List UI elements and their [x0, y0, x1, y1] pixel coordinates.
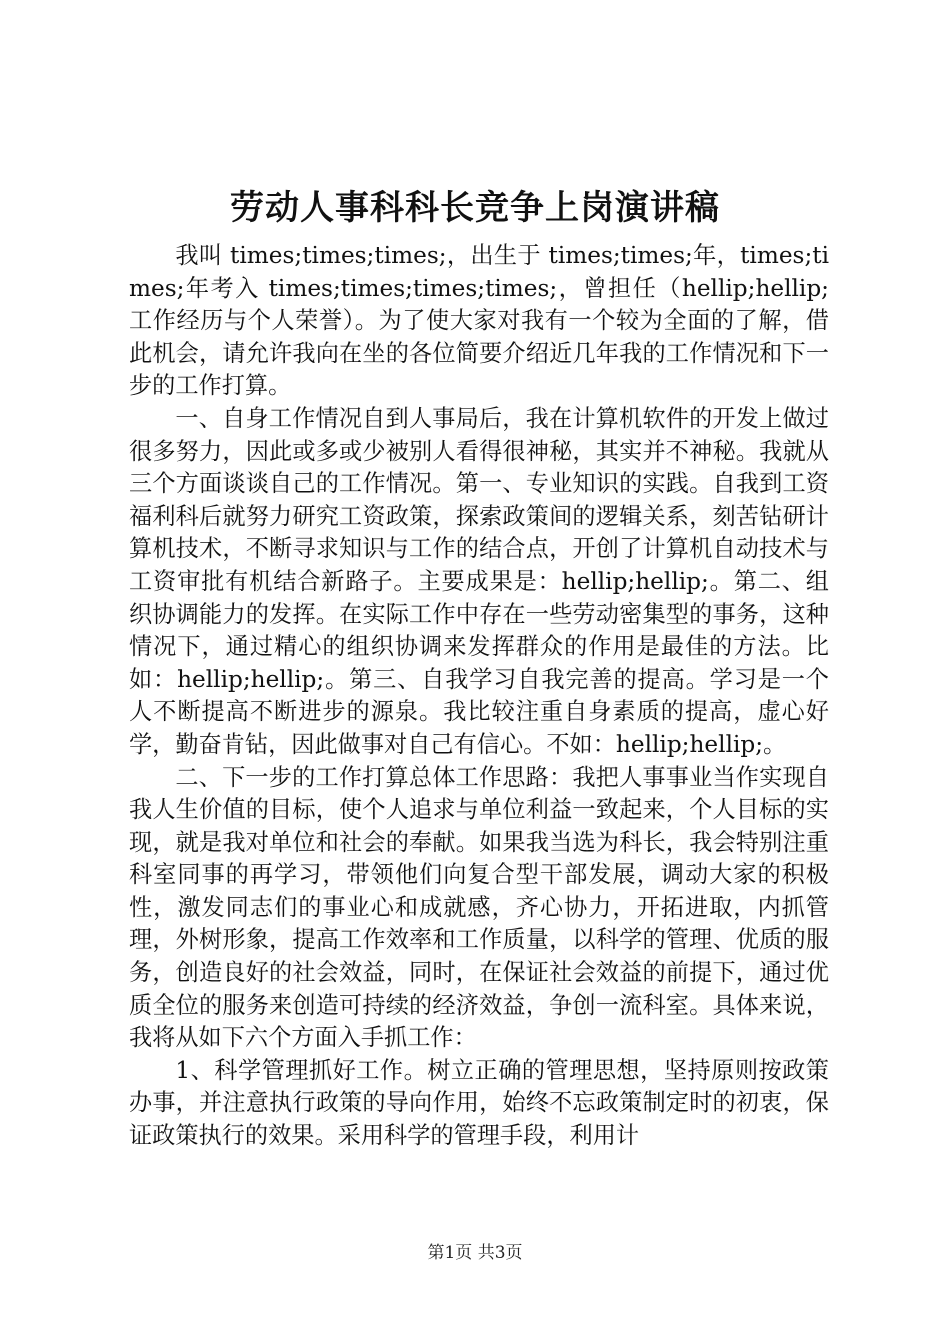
page-title: 劳动人事科科长竞争上岗演讲稿: [230, 188, 720, 228]
paragraph-work-status: 一、自身工作情况自到人事局后，我在计算机软件的开发上做过很多努力，因此或多或少被别人看得很神秘，其实并不神秘。我就从三个方面谈谈自己的工作情况。第一、专业知识的实践。自我到工资福利科后就努力研究工资政策，探索政策间的逻辑关系，刻苦钻研计算机技术，不断寻求知识与工作的结合点，开创了计算机自动技术与工资审批有机结合新路子。主要成果是：hellip;hellip;。第二、组织协调能力的发挥。在实际工作中存在一些劳动密集型的事务，这种情况下，通过精心的组织协调来发挥群众的作用是最佳的方法。比如：hellip;hellip;。第三、自我学习自我完善的提高。学习是一个人不断提高不断进步的源泉。我比较注重自身素质的提高，虚心好学，勤奋肯钻，因此做事对自己有信心。不如：hellip;hellip;。: [129, 404, 829, 758]
paragraph-next-plan: 二、下一步的工作打算总体工作思路：我把人事事业当作实现自我人生价值的目标，使个人追求与单位利益一致起来，个人目标的实现，就是我对单位和社会的奉献。如果我当选为科长，我会特别注重科室同事的再学习，带领他们向复合型干部发展，调动大家的积极性，激发同志们的事业心和成就感，齐心协力，开拓进取，内抓管理，外树形象，提高工作效率和工作质量，以科学的管理、优质的服务，创造良好的社会效益，同时，在保证社会效益的前提下，通过优质全位的服务来创造可持续的经济效益，争创一流科室。具体来说，我将从如下六个方面入手抓工作：: [129, 763, 829, 1052]
paragraph-item-1: 1、科学管理抓好工作。树立正确的管理思想，坚持原则按政策办事，并注意执行政策的导向作用，始终不忘政策制定时的初衷，保证政策执行的效果。采用科学的管理手段，利用计: [129, 1056, 829, 1150]
page-footer: 第1页 共3页: [427, 1243, 523, 1263]
paragraph-intro: 我叫 times;times;times;，出生于 times;times;年，times;times;年考入 times;times;times;times;，曾担任（hellip;hellip;工作经历与个人荣誉）。为了使大家对我有一个较为全面的了解，借此机会，请允许我向在坐的各位简要介绍近几年我的工作情况和下一步的工作打算。: [129, 242, 829, 400]
document-body: [129, 240, 829, 1153]
